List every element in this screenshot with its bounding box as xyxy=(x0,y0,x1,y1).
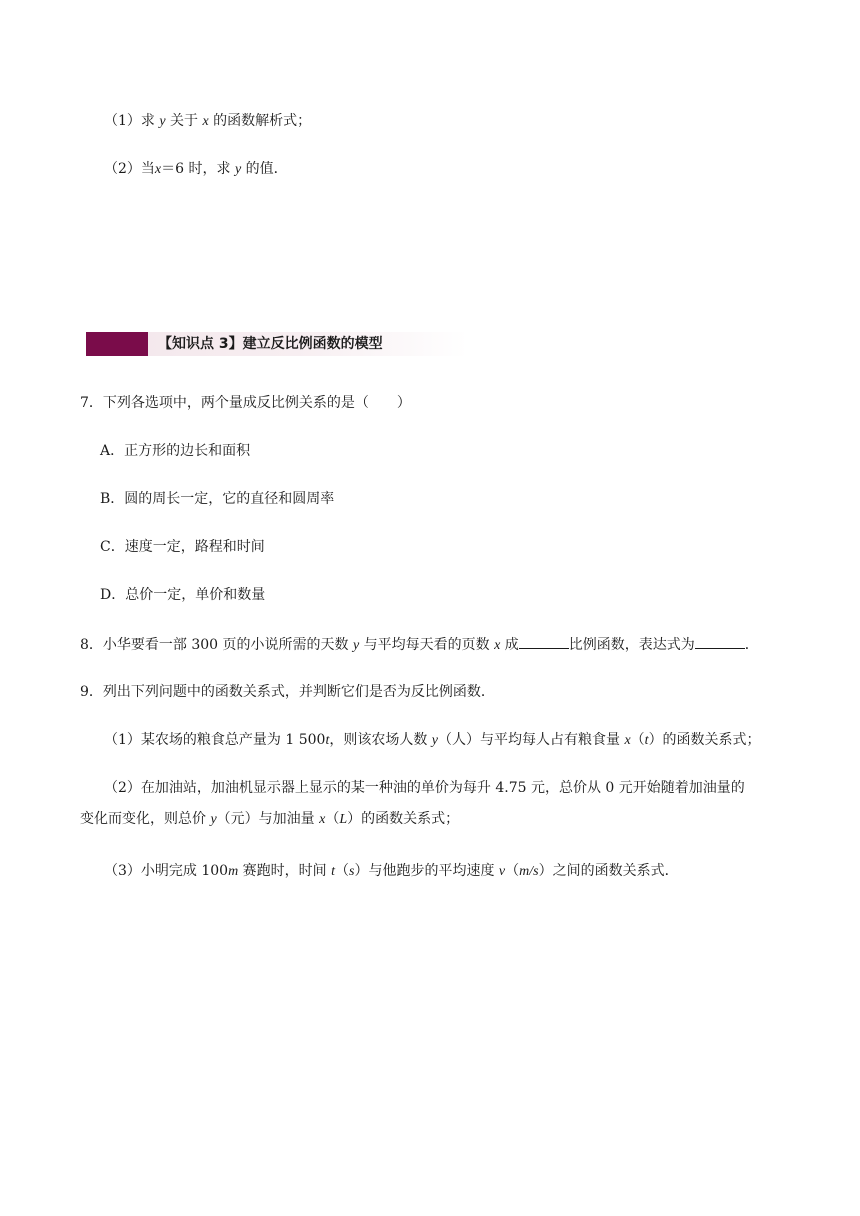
q9-part3 xyxy=(104,861,679,882)
unit-s: s xyxy=(349,864,355,879)
var-v: v xyxy=(498,864,506,879)
q9-part2-a: 变化而变化，则总价 xyxy=(80,811,206,827)
q9-part1-a: （1）某农场的粮食总产量为 1 500 xyxy=(104,732,326,748)
section-header xyxy=(86,332,468,356)
q8-part5: ． xyxy=(744,637,759,653)
q9-part1-c: （人）与平均每人占有粮食量 xyxy=(438,732,620,748)
q7-option-b: B．圆的周长一定，它的直径和圆周率 xyxy=(100,491,335,507)
q7-option-c: C．速度一定，路程和时间 xyxy=(100,539,265,555)
var-x: x xyxy=(154,162,162,177)
var-y: y xyxy=(431,733,438,748)
section-header-accent xyxy=(86,332,148,356)
q9-part3-c: （ xyxy=(335,863,350,879)
q9-part2-d: ）的函数关系式； xyxy=(347,811,460,827)
q7-option-d: D．总价一定，单价和数量 xyxy=(100,587,266,603)
var-x: x xyxy=(202,114,209,129)
unit-ms: m/s xyxy=(519,864,539,879)
q8-part2: 与平均每天看的页数 xyxy=(363,637,490,653)
var-y: y xyxy=(159,114,166,129)
var-x: x xyxy=(319,812,326,827)
q6-part2 xyxy=(104,159,288,180)
section-title: 【知识点 3】建立反比例函数的模型 xyxy=(158,336,383,352)
unit-t: t xyxy=(644,733,649,748)
q9-part3-b: 赛跑时，时间 xyxy=(238,863,327,879)
q8-part3: 成 xyxy=(504,637,519,653)
unit-l: L xyxy=(339,812,348,827)
unit-t: t xyxy=(325,733,330,748)
q6-part1-prefix: （1）求 xyxy=(104,113,155,129)
q9-part2-b: （元）与加油量 xyxy=(216,811,315,827)
q8-part1: 8．小华要看一部 300 页的小说所需的天数 xyxy=(80,637,349,653)
var-y: y xyxy=(352,638,360,653)
var-t: t xyxy=(331,864,336,879)
q9-part1-d: （ xyxy=(630,732,645,748)
q6-part2-mid: ＝6 时，求 xyxy=(161,161,231,177)
q9-part3-d: ）与他跑步的平均速度 xyxy=(354,863,495,879)
q9-part2-line2 xyxy=(80,809,459,830)
var-y: y xyxy=(234,162,242,177)
q6-part1-mid: 关于 xyxy=(170,113,199,129)
q9-part3-f: ）之间的函数关系式． xyxy=(538,863,679,879)
q6-part2-prefix: （2）当 xyxy=(104,161,155,177)
q9-part1-b: ，则该农场人数 xyxy=(329,732,428,748)
q7-stem: 7．下列各选项中，两个量成反比例关系的是（ ） xyxy=(80,395,411,411)
var-x: x xyxy=(494,638,501,653)
q7-option-a: A．正方形的边长和面积 xyxy=(100,443,251,459)
var-x: x xyxy=(624,733,631,748)
q9-part2-line1: （2）在加油站，加油机显示器上显示的某一种油的单价为每升 4.75 元，总价从 0 元开始随着加油量的 xyxy=(104,780,745,796)
q8-part4: 比例函数，表达式为 xyxy=(568,637,695,653)
q6-part1-suffix: 的函数解析式； xyxy=(213,113,312,129)
q9-part3-a: （3）小明完成 100 xyxy=(104,863,229,879)
q9-stem: 9．列出下列问题中的函数关系式，并判断它们是否为反比例函数． xyxy=(80,684,495,700)
answer-blank-1[interactable] xyxy=(519,634,569,649)
unit-m: m xyxy=(228,864,239,879)
q9-part1 xyxy=(104,730,761,751)
q6-part1 xyxy=(104,111,311,132)
q6-part2-suffix: 的值． xyxy=(245,161,288,177)
q9-part3-e: （ xyxy=(505,863,520,879)
answer-blank-2[interactable] xyxy=(695,634,745,649)
q8-stem xyxy=(80,634,759,656)
var-y: y xyxy=(210,812,217,827)
q9-part1-e: ）的函数关系式； xyxy=(648,732,761,748)
q9-part2-c: （ xyxy=(325,811,340,827)
